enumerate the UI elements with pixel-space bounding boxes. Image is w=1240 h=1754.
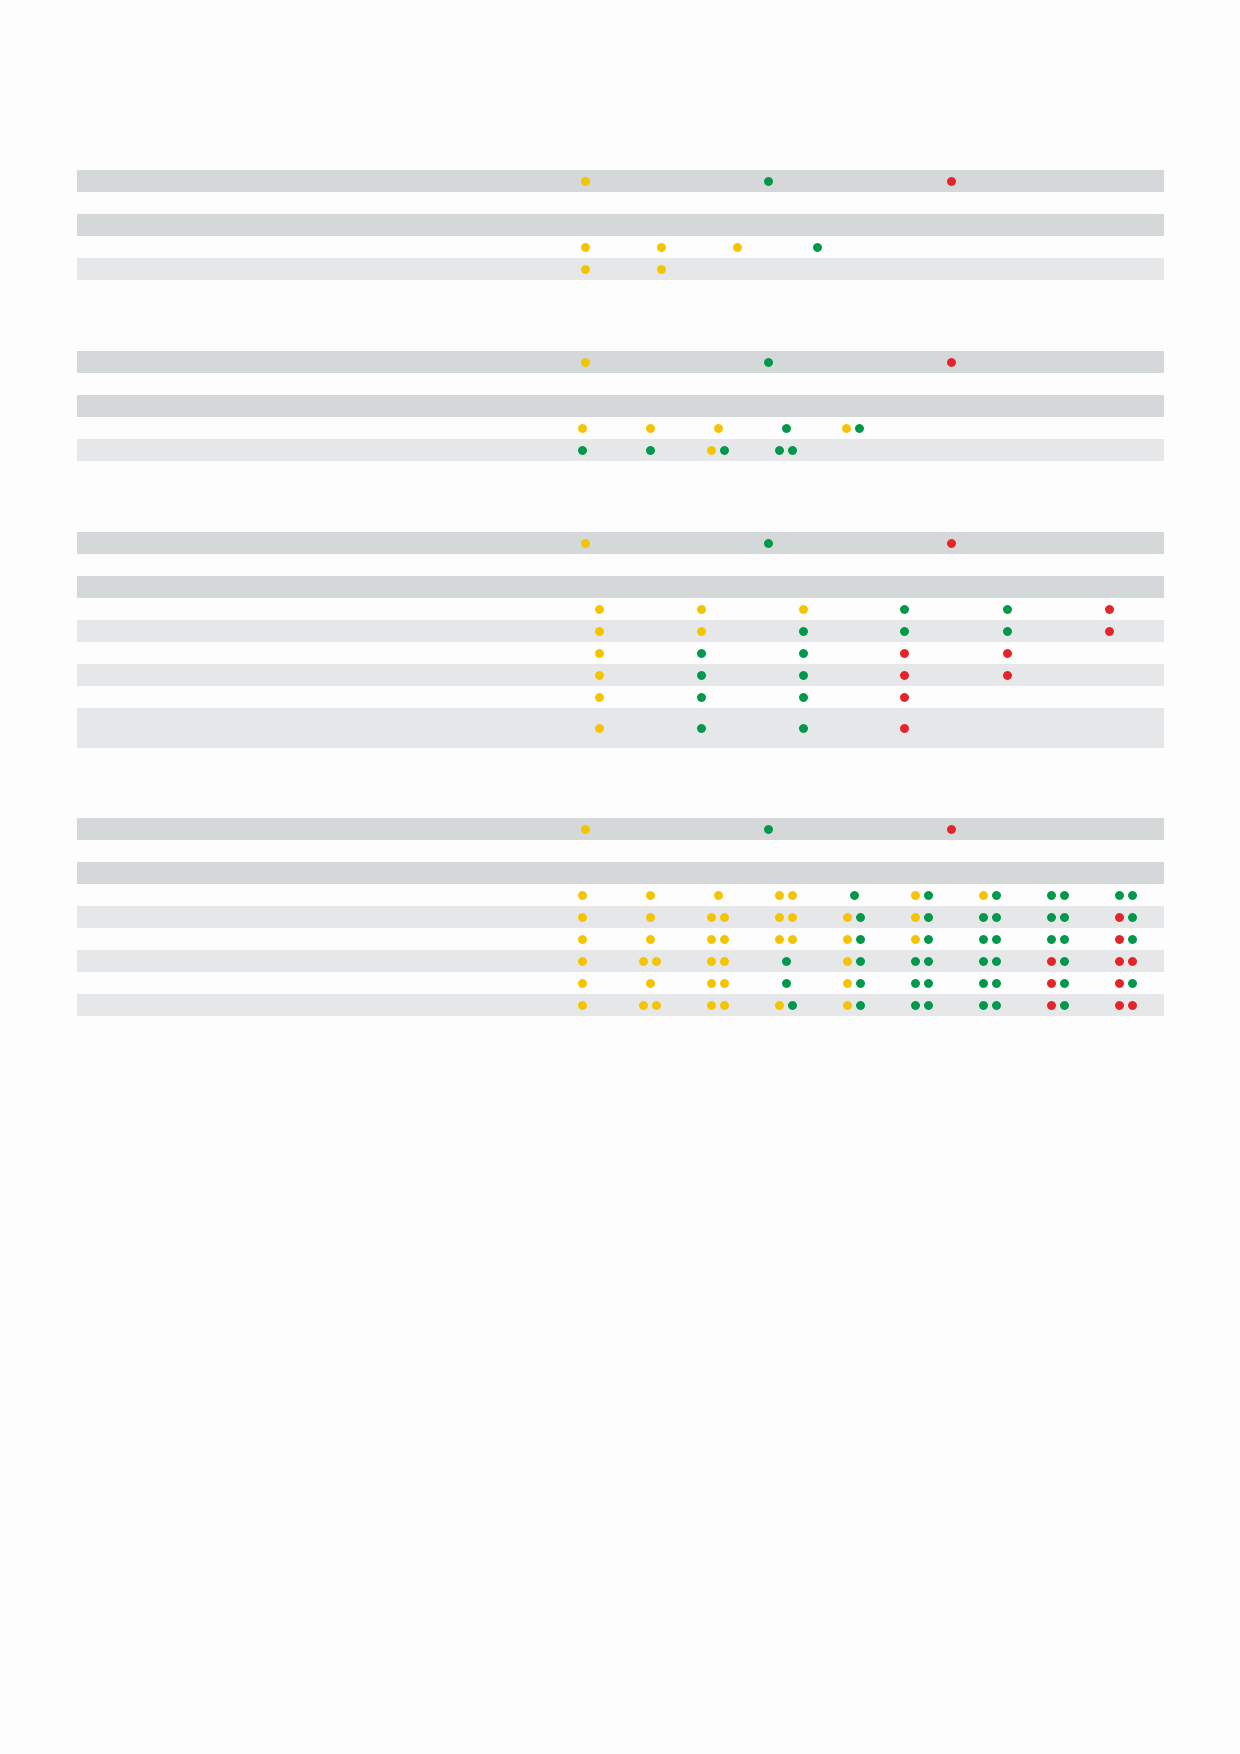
green-rating-dot (1060, 913, 1069, 922)
green-rating-dot (979, 935, 988, 944)
yellow-rating-dot (578, 935, 587, 944)
red-status-marker (947, 177, 956, 186)
green-rating-dot (856, 979, 865, 988)
green-rating-dot (799, 693, 808, 702)
red-rating-dot (1105, 627, 1114, 636)
yellow-rating-dot (578, 979, 587, 988)
green-rating-dot (924, 979, 933, 988)
yellow-status-marker (581, 825, 590, 834)
yellow-status-marker (581, 539, 590, 548)
green-rating-dot (911, 979, 920, 988)
green-rating-dot (856, 935, 865, 944)
green-rating-dot (697, 693, 706, 702)
green-rating-dot (1128, 913, 1137, 922)
green-rating-dot (1060, 935, 1069, 944)
yellow-rating-dot (652, 957, 661, 966)
green-rating-dot (788, 446, 797, 455)
green-rating-dot (697, 649, 706, 658)
yellow-rating-dot (697, 627, 706, 636)
green-rating-dot (1128, 935, 1137, 944)
green-rating-dot (992, 913, 1001, 922)
green-rating-dot (1047, 913, 1056, 922)
yellow-rating-dot (646, 891, 655, 900)
yellow-rating-dot (720, 1001, 729, 1010)
yellow-rating-dot (595, 627, 604, 636)
green-rating-dot (924, 891, 933, 900)
yellow-rating-dot (578, 913, 587, 922)
green-rating-dot (1115, 891, 1124, 900)
yellow-rating-dot (707, 935, 716, 944)
yellow-rating-dot (843, 913, 852, 922)
table-row (77, 439, 1164, 461)
yellow-rating-dot (595, 649, 604, 658)
yellow-rating-dot (639, 957, 648, 966)
green-rating-dot (1047, 891, 1056, 900)
column-header-row (77, 395, 1164, 417)
green-rating-dot (782, 957, 791, 966)
yellow-rating-dot (657, 265, 666, 274)
red-rating-dot (900, 671, 909, 680)
red-rating-dot (1115, 935, 1124, 944)
yellow-rating-dot (843, 979, 852, 988)
green-rating-dot (855, 424, 864, 433)
green-rating-dot (775, 446, 784, 455)
yellow-rating-dot (799, 605, 808, 614)
red-rating-dot (1003, 671, 1012, 680)
yellow-rating-dot (788, 935, 797, 944)
yellow-rating-dot (775, 935, 784, 944)
red-rating-dot (1115, 1001, 1124, 1010)
green-rating-dot (992, 891, 1001, 900)
yellow-rating-dot (581, 243, 590, 252)
green-rating-dot (900, 605, 909, 614)
green-rating-dot (697, 724, 706, 733)
table-row (77, 598, 1164, 620)
green-rating-dot (992, 979, 1001, 988)
yellow-rating-dot (639, 1001, 648, 1010)
table-row (77, 258, 1164, 280)
red-status-marker (947, 358, 956, 367)
green-rating-dot (911, 1001, 920, 1010)
green-rating-dot (646, 446, 655, 455)
yellow-rating-dot (714, 891, 723, 900)
red-rating-dot (1128, 1001, 1137, 1010)
green-rating-dot (1047, 935, 1056, 944)
yellow-rating-dot (595, 693, 604, 702)
yellow-rating-dot (707, 446, 716, 455)
red-rating-dot (1128, 957, 1137, 966)
green-rating-dot (1003, 605, 1012, 614)
green-rating-dot (992, 957, 1001, 966)
green-rating-dot (856, 957, 865, 966)
green-rating-dot (1060, 979, 1069, 988)
yellow-rating-dot (843, 1001, 852, 1010)
yellow-rating-dot (911, 913, 920, 922)
yellow-rating-dot (788, 913, 797, 922)
green-rating-dot (992, 1001, 1001, 1010)
green-rating-dot (979, 1001, 988, 1010)
red-rating-dot (1047, 957, 1056, 966)
green-rating-dot (924, 935, 933, 944)
yellow-rating-dot (652, 1001, 661, 1010)
red-rating-dot (1047, 979, 1056, 988)
green-rating-dot (856, 913, 865, 922)
yellow-rating-dot (775, 1001, 784, 1010)
yellow-rating-dot (720, 979, 729, 988)
yellow-status-marker (581, 358, 590, 367)
green-rating-dot (979, 957, 988, 966)
yellow-rating-dot (707, 913, 716, 922)
green-rating-dot (720, 446, 729, 455)
yellow-rating-dot (911, 935, 920, 944)
red-rating-dot (1047, 1001, 1056, 1010)
yellow-rating-dot (720, 913, 729, 922)
red-rating-dot (900, 649, 909, 658)
table-row (77, 620, 1164, 642)
green-rating-dot (788, 1001, 797, 1010)
yellow-rating-dot (646, 979, 655, 988)
yellow-rating-dot (646, 424, 655, 433)
yellow-rating-dot (646, 935, 655, 944)
legend-row (77, 818, 1164, 840)
green-rating-dot (911, 957, 920, 966)
green-rating-dot (924, 1001, 933, 1010)
table-row (77, 686, 1164, 708)
yellow-rating-dot (595, 605, 604, 614)
green-rating-dot (856, 1001, 865, 1010)
yellow-status-marker (581, 177, 590, 186)
yellow-rating-dot (697, 605, 706, 614)
green-status-marker (764, 539, 773, 548)
table-row (77, 417, 1164, 439)
green-rating-dot (924, 913, 933, 922)
green-rating-dot (900, 627, 909, 636)
green-rating-dot (1060, 957, 1069, 966)
green-rating-dot (578, 446, 587, 455)
column-header-row (77, 862, 1164, 884)
green-rating-dot (813, 243, 822, 252)
red-rating-dot (1115, 979, 1124, 988)
yellow-rating-dot (788, 891, 797, 900)
red-status-marker (947, 539, 956, 548)
yellow-rating-dot (911, 891, 920, 900)
yellow-rating-dot (733, 243, 742, 252)
green-rating-dot (1128, 891, 1137, 900)
green-status-marker (764, 177, 773, 186)
yellow-rating-dot (707, 1001, 716, 1010)
green-rating-dot (782, 424, 791, 433)
green-rating-dot (992, 935, 1001, 944)
green-rating-dot (1060, 1001, 1069, 1010)
yellow-rating-dot (578, 424, 587, 433)
green-status-marker (764, 825, 773, 834)
green-rating-dot (979, 913, 988, 922)
green-status-marker (764, 358, 773, 367)
yellow-rating-dot (843, 935, 852, 944)
yellow-rating-dot (842, 424, 851, 433)
table-row (77, 708, 1164, 748)
red-status-marker (947, 825, 956, 834)
green-rating-dot (924, 957, 933, 966)
yellow-rating-dot (979, 891, 988, 900)
green-rating-dot (799, 724, 808, 733)
legend-row (77, 170, 1164, 192)
yellow-rating-dot (595, 724, 604, 733)
green-rating-dot (697, 671, 706, 680)
red-rating-dot (1115, 957, 1124, 966)
legend-row (77, 532, 1164, 554)
red-rating-dot (900, 724, 909, 733)
table-row (77, 236, 1164, 258)
red-rating-dot (1105, 605, 1114, 614)
red-rating-dot (900, 693, 909, 702)
green-rating-dot (799, 671, 808, 680)
yellow-rating-dot (707, 979, 716, 988)
column-header-row (77, 576, 1164, 598)
yellow-rating-dot (578, 957, 587, 966)
yellow-rating-dot (720, 957, 729, 966)
green-rating-dot (1060, 891, 1069, 900)
green-rating-dot (979, 979, 988, 988)
green-rating-dot (1003, 627, 1012, 636)
yellow-rating-dot (595, 671, 604, 680)
yellow-rating-dot (646, 913, 655, 922)
yellow-rating-dot (720, 935, 729, 944)
green-rating-dot (799, 627, 808, 636)
table-row (77, 642, 1164, 664)
green-rating-dot (799, 649, 808, 658)
yellow-rating-dot (775, 891, 784, 900)
yellow-rating-dot (714, 424, 723, 433)
table-row (77, 664, 1164, 686)
red-rating-dot (1115, 913, 1124, 922)
green-rating-dot (850, 891, 859, 900)
yellow-rating-dot (657, 243, 666, 252)
yellow-rating-dot (775, 913, 784, 922)
green-rating-dot (782, 979, 791, 988)
yellow-rating-dot (843, 957, 852, 966)
yellow-rating-dot (578, 891, 587, 900)
red-rating-dot (1003, 649, 1012, 658)
column-header-row (77, 214, 1164, 236)
yellow-rating-dot (581, 265, 590, 274)
legend-row (77, 351, 1164, 373)
green-rating-dot (1128, 979, 1137, 988)
yellow-rating-dot (578, 1001, 587, 1010)
yellow-rating-dot (707, 957, 716, 966)
